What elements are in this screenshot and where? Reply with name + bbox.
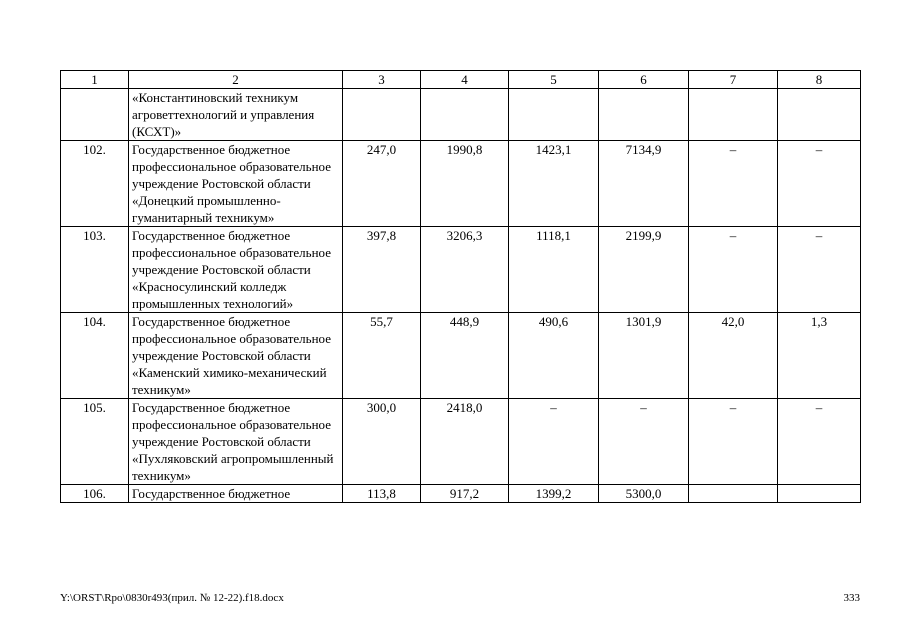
table-row — [61, 141, 861, 227]
institution-name: Государственное бюджетное — [129, 485, 343, 503]
row-number: 105. — [61, 399, 129, 485]
value-cell — [689, 485, 778, 503]
header-cell: 5 — [509, 71, 599, 89]
header-cell: 6 — [599, 71, 689, 89]
value-cell: – — [689, 399, 778, 485]
value-cell: – — [689, 227, 778, 313]
table-row — [61, 313, 861, 399]
value-cell: 1,3 — [778, 313, 861, 399]
value-cell: 1399,2 — [509, 485, 599, 503]
value-cell: 42,0 — [689, 313, 778, 399]
header-row — [61, 71, 861, 89]
value-cell: 5300,0 — [599, 485, 689, 503]
value-cell — [778, 485, 861, 503]
budget-table — [60, 70, 861, 503]
value-cell: – — [689, 141, 778, 227]
header-cell: 3 — [343, 71, 421, 89]
table-row — [61, 485, 861, 503]
value-cell: 1301,9 — [599, 313, 689, 399]
value-cell: – — [778, 227, 861, 313]
value-cell — [421, 89, 509, 141]
institution-name: Государственное бюджетное профессиональное образовательное учреждение Ростовской области «Пухляковский агропромышленный техникум» — [129, 399, 343, 485]
value-cell: – — [509, 399, 599, 485]
value-cell: 247,0 — [343, 141, 421, 227]
value-cell: 917,2 — [421, 485, 509, 503]
value-cell — [689, 89, 778, 141]
value-cell: 1423,1 — [509, 141, 599, 227]
row-number: 102. — [61, 141, 129, 227]
document-path: Y:\ORST\Rpo\0830r493(прил. № 12-22).f18.docx — [60, 592, 284, 604]
value-cell: 3206,3 — [421, 227, 509, 313]
table-row — [61, 89, 861, 141]
row-number: 106. — [61, 485, 129, 503]
institution-name: Государственное бюджетное профессиональное образовательное учреждение Ростовской области «Красносулинский колледж промышленных технологий» — [129, 227, 343, 313]
value-cell — [778, 89, 861, 141]
value-cell: 448,9 — [421, 313, 509, 399]
row-number: 104. — [61, 313, 129, 399]
institution-name: «Константиновский техникум агроветтехнологий и управления (КСХТ)» — [129, 89, 343, 141]
header-cell: 1 — [61, 71, 129, 89]
value-cell: 490,6 — [509, 313, 599, 399]
value-cell: 7134,9 — [599, 141, 689, 227]
header-cell: 7 — [689, 71, 778, 89]
value-cell: – — [778, 399, 861, 485]
row-number — [61, 89, 129, 141]
value-cell: 1990,8 — [421, 141, 509, 227]
table-row — [61, 399, 861, 485]
institution-name: Государственное бюджетное профессиональное образовательное учреждение Ростовской области «Донецкий промышленно-гуманитарный техникум» — [129, 141, 343, 227]
header-cell: 8 — [778, 71, 861, 89]
value-cell — [599, 89, 689, 141]
value-cell: 55,7 — [343, 313, 421, 399]
value-cell: 300,0 — [343, 399, 421, 485]
value-cell: – — [599, 399, 689, 485]
value-cell: 2199,9 — [599, 227, 689, 313]
value-cell: 397,8 — [343, 227, 421, 313]
institution-name: Государственное бюджетное профессиональное образовательное учреждение Ростовской области «Каменский химико-механический техникум» — [129, 313, 343, 399]
row-number: 103. — [61, 227, 129, 313]
value-cell: 2418,0 — [421, 399, 509, 485]
value-cell — [343, 89, 421, 141]
page-number: 333 — [843, 592, 860, 604]
value-cell: 1118,1 — [509, 227, 599, 313]
value-cell: 113,8 — [343, 485, 421, 503]
header-cell: 4 — [421, 71, 509, 89]
table-row — [61, 227, 861, 313]
value-cell: – — [778, 141, 861, 227]
value-cell — [509, 89, 599, 141]
header-cell: 2 — [129, 71, 343, 89]
